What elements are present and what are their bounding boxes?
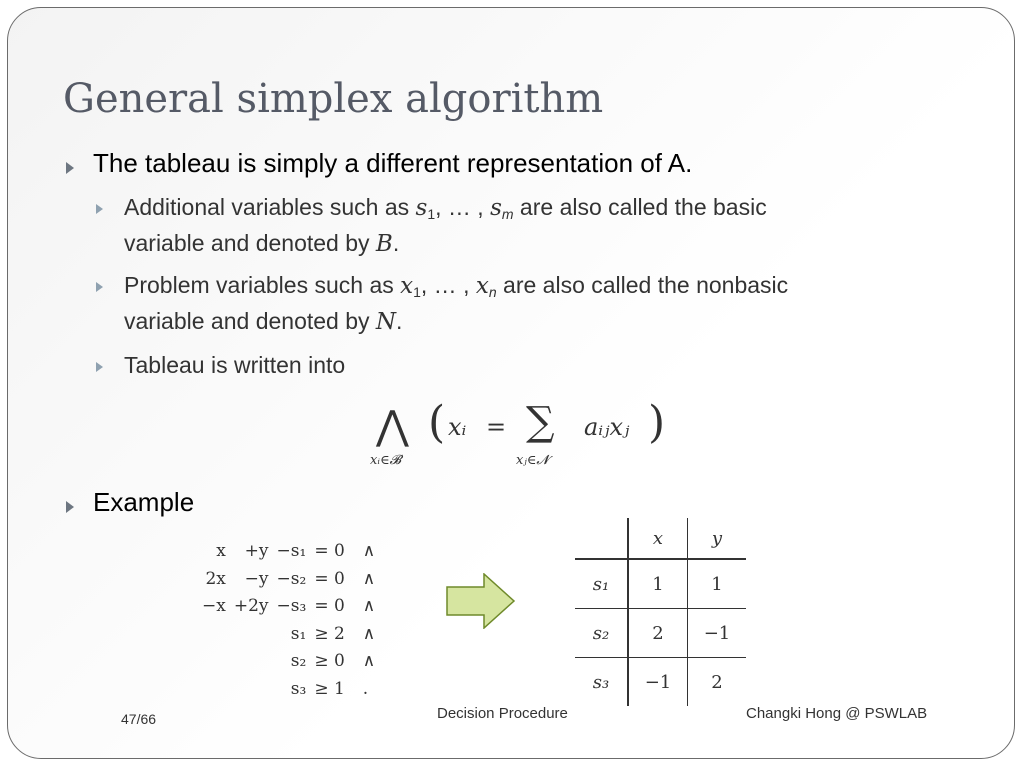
text: . xyxy=(396,308,403,334)
sub-bullet-basic-variables-line2 xyxy=(124,230,399,257)
sub-bullet-nonbasic-variables xyxy=(124,272,788,300)
right-arrow-icon xyxy=(446,573,516,629)
tableau-row-label: s₂ xyxy=(575,609,628,658)
math-var: x xyxy=(400,273,414,299)
constraint-term xyxy=(198,648,230,676)
sub-bullet-tableau-written: Tableau is written into xyxy=(124,352,346,378)
constraint-term xyxy=(198,621,230,649)
bullet-example: Example xyxy=(93,487,195,517)
tableau-cell: 2 xyxy=(628,609,688,658)
constraint-row xyxy=(198,566,379,594)
tableau-formula xyxy=(368,397,668,478)
slide-title: General simplex algorithm xyxy=(63,76,604,122)
constraint-row xyxy=(198,621,379,649)
tableau-row-label: s₃ xyxy=(575,658,628,707)
math-symbol-B: B xyxy=(375,231,393,257)
constraint-term: x xyxy=(216,541,226,561)
constraint-term: ∧ xyxy=(362,623,376,644)
constraint-term: 2x xyxy=(205,568,226,589)
constraint-term: = 0 xyxy=(314,541,345,561)
constraint-term xyxy=(198,676,230,704)
tableau-header-cell xyxy=(575,518,628,559)
page-number: 47/66 xyxy=(121,711,157,727)
left-paren: ( xyxy=(428,397,446,448)
tableau-cell: 1 xyxy=(628,559,688,609)
bullet-triangle-icon xyxy=(66,501,74,513)
sub-bullet-triangle-icon xyxy=(96,204,103,214)
constraint-row xyxy=(198,538,379,566)
tableau-header-cell: x xyxy=(628,518,688,559)
constraint-term: s₂ xyxy=(290,651,307,671)
math-symbol-N: N xyxy=(375,309,397,335)
constraint-term: ≥ 0 xyxy=(314,651,345,671)
math-ellipsis: , … , xyxy=(420,272,476,298)
constraint-term: ≥ 1 xyxy=(314,678,345,699)
math-sub: n xyxy=(488,284,497,300)
sum-operator: ∑ xyxy=(526,399,555,445)
constraint-term xyxy=(230,676,273,704)
tableau-row xyxy=(575,658,746,707)
tableau-row-label: s₁ xyxy=(575,559,628,609)
constraint-row xyxy=(198,593,379,621)
sub-bullet-triangle-icon xyxy=(96,282,103,292)
math-sub: 1 xyxy=(413,284,421,300)
tableau-header-row xyxy=(575,518,746,559)
slide xyxy=(7,7,1015,759)
constraint-term: −s₂ xyxy=(276,568,307,589)
math-var: x xyxy=(475,273,489,299)
math-ellipsis: , … , xyxy=(435,194,491,220)
constraint-term: ∧ xyxy=(362,651,376,671)
big-wedge-operator: ⋀ xyxy=(376,403,409,449)
math-sub: m xyxy=(501,206,514,222)
constraint-term: −y xyxy=(244,568,269,589)
constraint-term: −s₁ xyxy=(276,541,307,561)
tableau-cell: −1 xyxy=(628,658,688,707)
math-var: s xyxy=(490,195,502,221)
sub-bullet-basic-variables xyxy=(124,194,767,222)
constraint-row xyxy=(198,648,379,676)
right-paren: ) xyxy=(648,397,666,448)
bullet-tableau-representation: The tableau is simply a different representation of A. xyxy=(93,148,693,178)
text: Additional variables such as xyxy=(124,194,416,220)
tableau-row xyxy=(575,609,746,658)
wedge-subscript: xᵢ∈𝓑 xyxy=(370,453,402,468)
text: variable and denoted by xyxy=(124,230,376,256)
constraint-term: . xyxy=(362,678,369,699)
sum-subscript: xⱼ∈𝓝 xyxy=(516,453,549,468)
constraint-term: = 0 xyxy=(314,596,345,616)
text: are also called the basic xyxy=(513,194,767,220)
footer-author: Changki Hong @ PSWLAB xyxy=(746,705,928,722)
sub-bullet-nonbasic-variables-line2 xyxy=(124,308,402,335)
math-sub: 1 xyxy=(427,206,436,222)
constraint-term: +y xyxy=(244,541,269,561)
sub-bullet-triangle-icon xyxy=(96,362,103,372)
constraint-term: ∧ xyxy=(362,596,376,616)
bullet-triangle-icon xyxy=(66,162,74,174)
constraint-term: = 0 xyxy=(314,568,345,589)
tableau-cell: −1 xyxy=(688,609,747,658)
formula-term: aᵢⱼxⱼ xyxy=(584,413,630,441)
text: . xyxy=(392,230,400,256)
tableau-header-cell: y xyxy=(688,518,747,559)
constraint-term: −s₃ xyxy=(276,596,307,616)
text: Problem variables such as xyxy=(124,272,401,298)
tableau-cell: 2 xyxy=(711,671,723,693)
math-var: s xyxy=(415,195,428,221)
constraint-term xyxy=(230,621,273,649)
example-constraints xyxy=(198,538,379,703)
constraint-term: s₃ xyxy=(290,678,307,699)
constraint-row xyxy=(198,676,379,704)
constraint-term: ∧ xyxy=(362,541,376,561)
constraint-term: ∧ xyxy=(362,568,376,589)
tableau-table xyxy=(575,518,746,706)
footer-course-title: Decision Procedure xyxy=(437,705,568,722)
constraint-term: +2y xyxy=(233,596,269,616)
constraint-term xyxy=(230,648,273,676)
constraint-term: −x xyxy=(202,596,226,616)
text: are also called the nonbasic xyxy=(496,272,789,298)
formula-equals: = xyxy=(486,413,507,441)
constraint-term: ≥ 2 xyxy=(314,623,345,644)
tableau-row xyxy=(575,559,746,609)
text: variable and denoted by xyxy=(124,308,376,334)
formula-lhs: xᵢ xyxy=(448,413,467,441)
tableau-cell: 1 xyxy=(688,559,747,609)
constraint-term: s₁ xyxy=(290,623,307,644)
